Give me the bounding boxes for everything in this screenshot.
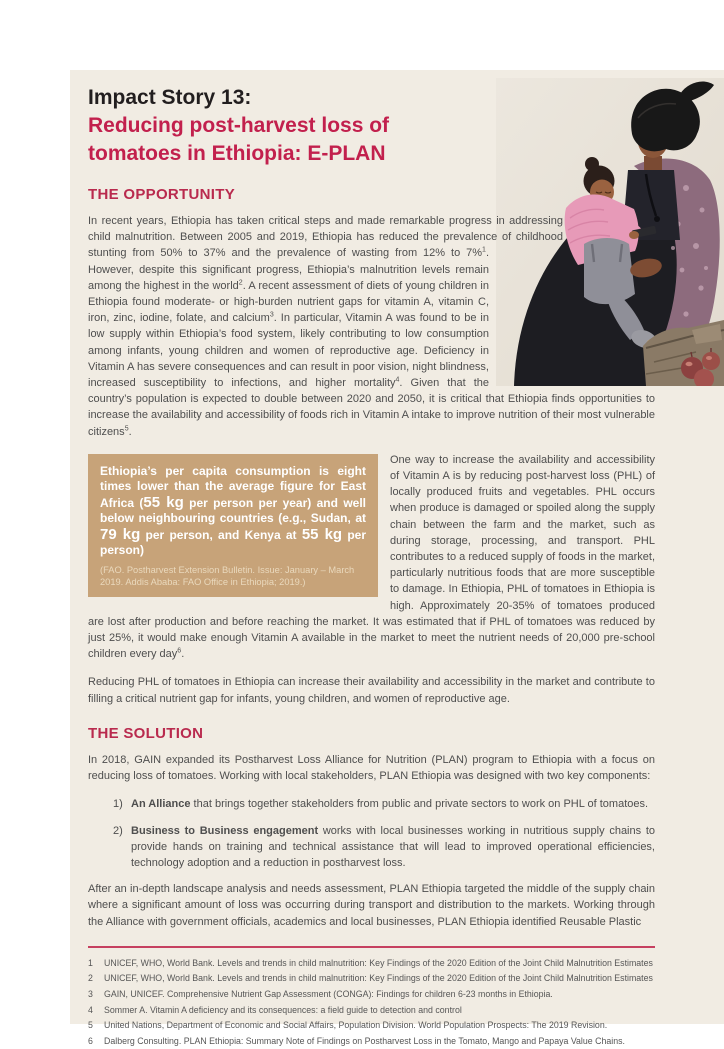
list-item-b2b — [113, 823, 655, 872]
section-heading-solution: THE SOLUTION — [88, 724, 204, 742]
list-number: 2) — [113, 824, 123, 837]
paragraph-text: . However, despite this significant progress, Ethiopia’s malnutrition levels remain among the highest in the world — [88, 247, 489, 292]
footnote-text: United Nations, Department of Economic and Social Affairs, Population Division. World Population Prospects: The 2019 Revision. — [104, 1020, 608, 1031]
list-item-alliance — [113, 796, 655, 812]
footnote-ref-3: 3 — [269, 311, 274, 319]
footnote-number: 6 — [88, 1035, 93, 1046]
callout-and-paragraph-2 — [88, 452, 655, 675]
list-item-text — [131, 796, 655, 812]
callout-text — [100, 464, 366, 559]
callout-segment: per person per year) and well below neighbouring countries (e.g., Sudan, at — [100, 495, 366, 526]
callout-segment: per person, and Kenya at — [140, 527, 302, 542]
paragraph-text: One way to increase the availability and accessibility of Vitamin A is by reducing post-harvest loss (PHL) of locally produced fruits and vegetables. PHL occurs when produce is damaged or spoiled along the supply chain between the farm and the market, such as during storage, processing, and transport. PHL contributes to a reduced supply of foods in the market, particularly nutritious foods that are more susceptible to damage. In Ethiopia, PHL of tomatoes in Ethiopia is high. Approximately 20-35% of tomatoes produced are lost after production and before reaching the market. It was estimated that if PHL of tomatoes was reduced by just 25%, it would make enough Vitamin A available in the market to meet the nutrient needs of 20,000 pre-school children every day — [88, 453, 655, 661]
callout-segment: per person) — [100, 527, 367, 558]
callout-figure-79kg: 79 kg — [100, 525, 141, 543]
paragraph-text: . Given that the country’s population is expected to double between 2020 and 2050, it is critical that Ethiopia finds opportunities to increase the availability and accessibility of foods rich in Vitamin A intake to improve nutrition of their most vulnerable citizens — [88, 377, 655, 438]
callout-citation: (FAO. Postharvest Extension Bulletin. Issue: January – March 2019. Addis Ababa: FAO Office in Ethiopia; 2019.) — [100, 564, 355, 588]
paragraph-text: In recent years, Ethiopia has taken critical steps and made remarkable progress in addressing child malnutrition. Between 2005 and 2019, Ethiopia has reduced the prevalence of childhood stunting from 50% to 37% and the prevalence of wasting from 12% to 7% — [88, 215, 563, 260]
footnote-row — [88, 1018, 655, 1034]
callout-figure-55kg-2: 55 kg — [301, 525, 343, 543]
paragraph-text: . In particular, Vitamin A was found to be in low supply within Ethiopia’s food system, likely contributing to low consumption among infants, young children and women of reproductive age. Deficiency in Vitamin A has severe consequences and can result in poor vision, night blindness, increased susceptibility to infections, and higher mortality — [88, 312, 489, 390]
footnote-text: Sommer A. Vitamin A deficiency and its consequences: a field guide to detection and control — [104, 1004, 462, 1015]
footnote-number: 2 — [88, 973, 93, 984]
solution-intro-paragraph: In 2018, GAIN expanded its Postharvest Loss Alliance for Nutrition (PLAN) program to Ethiopia with a focus on reducing loss of tomatoes. Working with local stakeholders, PLAN Ethiopia was designed with two key components: — [88, 753, 655, 783]
footnote-number: 3 — [88, 988, 93, 999]
footnote-ref-4: 4 — [395, 376, 400, 384]
footnote-row — [88, 1003, 655, 1019]
page-title-line1: Reducing post-harvest loss of — [88, 114, 390, 137]
page-content — [70, 70, 724, 1049]
callout-segment: Ethiopia’s per capita consumption is eight times lower than the average figure for East Africa ( — [100, 463, 366, 510]
list-item-rest: works with local businesses working in nutritious supply chains to provide hands on training and technical assistance that will lead to improved operational efficiencies, technology adoption and a reduction in postharvest loss. — [131, 824, 655, 869]
paragraph-text: . — [128, 425, 132, 438]
list-item-lead: An Alliance — [131, 798, 191, 811]
footnote-text: Dalberg Consulting. PLAN Ethiopia: Summary Note of Findings on Postharvest Loss in the Tomato, Mango and Papaya Value Chains. — [104, 1035, 625, 1046]
footnote-divider-rule — [88, 946, 655, 948]
list-number: 1) — [113, 798, 123, 811]
list-item-rest: that brings together stakeholders from public and private sectors to work on PHL of tomatoes. — [190, 798, 649, 811]
photo-wrap-spacer-mid — [489, 259, 655, 391]
footnote-ref-1: 1 — [482, 246, 486, 254]
consumption-callout-box — [88, 454, 378, 597]
footnote-ref-5: 5 — [124, 424, 129, 432]
footnote-ref-6: 6 — [177, 647, 182, 655]
page-title-line2: tomatoes in Ethiopia: E-PLAN — [88, 142, 386, 165]
footnote-row — [88, 987, 655, 1003]
footnote-text: UNICEF, WHO, World Bank. Levels and trends in child malnutrition: Key Findings of the 2020 Edition of the Joint Child Malnutrition Estimates — [104, 973, 653, 984]
footnote-number: 4 — [88, 1004, 93, 1015]
footnote-number: 1 — [88, 957, 93, 968]
story-kicker: Impact Story 13: — [88, 86, 252, 109]
list-item-lead: Business to Business engagement — [131, 824, 319, 837]
document-page — [70, 70, 724, 1046]
footnote-row — [88, 971, 655, 987]
opportunity-paragraph-3: Reducing PHL of tomatoes in Ethiopia can increase their availability and accessibility in the market and contribute to filling a critical nutrient gap for infants, young children, and women of reproductive age. — [88, 676, 655, 705]
callout-figure-55kg: 55 kg — [143, 493, 184, 511]
opportunity-paragraph-1 — [88, 213, 655, 440]
solution-outro-paragraph: After an in-depth landscape analysis and needs assessment, PLAN Ethiopia targeted the middle of the supply chain where a significant amount of loss was occurring during transport and distribution to the markets. Working through the Alliance with government officials, academics and local businesses, PLAN Ethiopia identified Reusable Plastic — [88, 883, 655, 928]
footnote-text: UNICEF, WHO, World Bank. Levels and trends in child malnutrition: Key Findings of the 2020 Edition of the Joint Child Malnutrition Estimates — [104, 957, 653, 968]
paragraph-text: . A recent assessment of diets of young children in Ethiopia found moderate- or high-burden nutrient gaps for vitamin A, vitamin C, iron, zinc, iodine, folate, and calcium — [88, 279, 489, 325]
paragraph-text: . — [181, 648, 185, 661]
list-item-text — [131, 823, 655, 872]
footnote-number: 5 — [88, 1020, 93, 1031]
footnote-ref-2: 2 — [238, 279, 243, 287]
photo-wrap-spacer-top — [563, 213, 655, 259]
section-heading-opportunity: THE OPPORTUNITY — [88, 186, 236, 203]
footnote-row — [88, 1034, 655, 1049]
footnote-text: GAIN, UNICEF. Comprehensive Nutrient Gap Assessment (CONGA): Findings for children 6-23 months in Ethiopia. — [104, 988, 553, 999]
footnote-row — [88, 956, 655, 972]
